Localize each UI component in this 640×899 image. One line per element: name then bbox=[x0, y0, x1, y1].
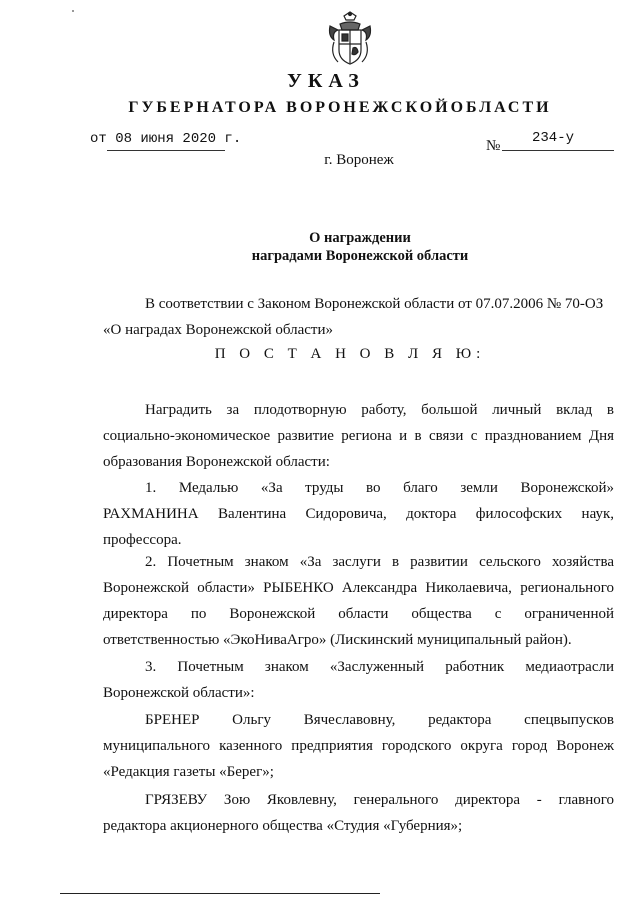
text-line: муниципального казенного предприятия городского округа город Воронеж bbox=[103, 738, 614, 754]
subject-line: О награждении bbox=[309, 230, 411, 246]
text-line: директора по Воронежской области общества с ограниченной bbox=[103, 606, 614, 622]
text-line: ГРЯЗЕВУ Зою Яковлевну, генерального директора - главного bbox=[145, 792, 614, 808]
number-underline bbox=[502, 150, 614, 151]
intro-paragraph bbox=[103, 397, 614, 475]
text-line: профессора. bbox=[103, 532, 182, 548]
text-line: 2. Почетным знаком «За заслуги в развитии сельского хозяйства bbox=[145, 554, 614, 570]
text-line: В соответствии с Законом Воронежской области от 07.07.2006 № 70-ОЗ bbox=[145, 296, 604, 312]
date-value: 08 июня 2020 г. bbox=[115, 131, 242, 147]
text-line: ответственностью «ЭкоНиваАгро» (Лискинский муниципальный район). bbox=[103, 632, 572, 648]
date-underline bbox=[107, 150, 225, 151]
document-number: 234-у bbox=[532, 130, 575, 146]
text-line: Наградить за плодотворную работу, большой личный вклад в bbox=[145, 402, 614, 418]
text-line: 3. Почетным знаком «Заслуженный работник медиаотрасли bbox=[145, 659, 614, 675]
subject-line: наградами Воронежской области bbox=[251, 248, 469, 264]
date-prefix: от bbox=[90, 131, 107, 147]
text-line: Воронежской области»: bbox=[103, 685, 255, 701]
award-item-2 bbox=[103, 549, 614, 653]
document-title: УКАЗ bbox=[287, 70, 365, 92]
issuer-title: ГУБЕРНАТОРА ВОРОНЕЖСКОЙОБЛАСТИ bbox=[128, 99, 552, 116]
text-line: «Редакция газеты «Берег»; bbox=[103, 764, 274, 780]
text-line: социально-экономическое развитие региона и в связи с празднованием Дня bbox=[103, 428, 614, 444]
text-line: «О наградах Воронежской области» bbox=[103, 322, 334, 338]
awardee-brener bbox=[103, 707, 614, 785]
city-label: г. Воронеж bbox=[324, 152, 394, 168]
awardee-gryazeva bbox=[103, 787, 614, 839]
award-item-3 bbox=[103, 654, 614, 706]
text-line: редактора акционерного общества «Студия «Губерния»; bbox=[103, 818, 463, 834]
coat-of-arms-icon bbox=[324, 10, 376, 68]
document-subject bbox=[0, 229, 640, 265]
text-line: РАХМАНИНА Валентина Сидоровича, доктора философских наук, bbox=[103, 506, 614, 522]
number-sign: № bbox=[486, 138, 501, 154]
legal-basis-paragraph bbox=[103, 291, 615, 343]
text-line: БРЕНЕР Ольгу Вячеславовну, редактора спецвыпусков bbox=[145, 712, 614, 728]
award-item-1 bbox=[103, 475, 614, 553]
text-line: образования Воронежской области: bbox=[103, 454, 330, 470]
page-bottom-rule bbox=[60, 893, 380, 894]
text-line: Воронежской области» РЫБЕНКО Александра Николаевича, регионального bbox=[103, 580, 614, 596]
scan-speck bbox=[72, 10, 74, 12]
decree-heading: П О С Т А Н О В Л Я Ю: bbox=[214, 346, 486, 362]
date-field bbox=[90, 131, 241, 147]
text-line: 1. Медалью «За труды во благо земли Воронежской» bbox=[145, 480, 614, 496]
